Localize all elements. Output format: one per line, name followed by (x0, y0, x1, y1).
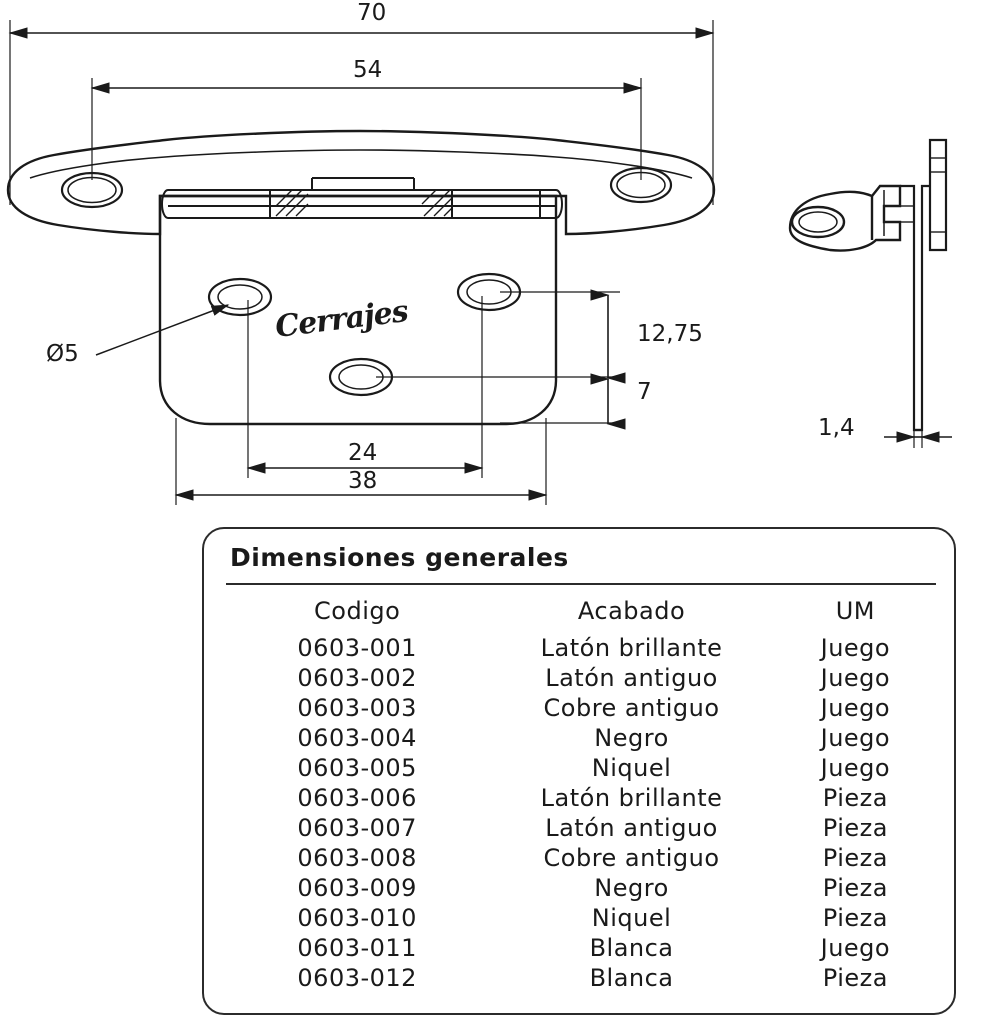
cell-acabado: Latón brillante (540, 784, 723, 812)
dimension-54 (92, 78, 641, 180)
brand-engraving: Cerrajes (273, 294, 410, 345)
dimension-12-75 (376, 292, 620, 378)
side-view-profile (790, 186, 900, 251)
cell-codigo: 0603-001 (297, 634, 417, 662)
column-header-um: UM (835, 597, 875, 625)
section-hatch (276, 190, 452, 216)
cell-codigo: 0603-006 (297, 784, 417, 812)
dimension-label-1-4: 1,4 (818, 415, 855, 441)
cell-acabado: Negro (594, 724, 669, 752)
table-row (220, 873, 942, 903)
dimension-label-7: 7 (637, 379, 652, 405)
table-row (220, 963, 942, 993)
cell-codigo: 0603-010 (297, 904, 417, 932)
column-header-codigo: Codigo (314, 597, 401, 625)
table-row (220, 933, 942, 963)
title-divider (226, 583, 936, 585)
cell-acabado: Negro (594, 874, 669, 902)
table-row (220, 693, 942, 723)
side-view-hinge-pin (930, 140, 946, 250)
cell-um: Juego (820, 694, 891, 722)
dimension-label-70: 70 (357, 0, 387, 26)
cell-codigo: 0603-004 (297, 724, 417, 752)
cell-acabado: Latón antiguo (545, 664, 718, 692)
cell-um: Pieza (822, 814, 888, 842)
cell-codigo: 0603-007 (297, 814, 417, 842)
table-row (220, 813, 942, 843)
column-header-acabado: Acabado (577, 597, 686, 625)
cell-codigo: 0603-005 (297, 754, 417, 782)
leader-hole-diameter (96, 305, 228, 355)
cell-um: Pieza (822, 964, 888, 992)
cell-um: Juego (820, 754, 891, 782)
dimensions-table (220, 593, 942, 993)
cell-um: Pieza (822, 784, 888, 812)
plate-hole-left (209, 279, 271, 315)
table-header-row (220, 593, 942, 633)
cell-codigo: 0603-003 (297, 694, 417, 722)
cell-um: Juego (820, 934, 891, 962)
table-row (220, 663, 942, 693)
dimension-label-12-75: 12,75 (637, 321, 703, 347)
cell-um: Juego (820, 724, 891, 752)
table-row (220, 903, 942, 933)
cell-codigo: 0603-012 (297, 964, 417, 992)
table-title: Dimensiones generales (230, 543, 569, 572)
cell-um: Pieza (822, 904, 888, 932)
table-row (220, 843, 942, 873)
table-row (220, 723, 942, 753)
dimension-label-24: 24 (348, 440, 378, 466)
dimension-label-54: 54 (353, 57, 383, 83)
dimension-label-d5: Ø5 (46, 341, 79, 367)
dimension-label-38: 38 (348, 468, 378, 494)
cell-acabado: Latón antiguo (545, 814, 718, 842)
cell-um: Pieza (822, 844, 888, 872)
cell-acabado: Cobre antiguo (543, 844, 720, 872)
table-row (220, 633, 942, 663)
dimension-7 (500, 379, 620, 424)
cell-acabado: Cobre antiguo (543, 694, 720, 722)
dimensions-table-panel (202, 527, 956, 1015)
cell-acabado: Niquel (591, 754, 672, 782)
cell-codigo: 0603-009 (297, 874, 417, 902)
cell-codigo: 0603-002 (297, 664, 417, 692)
dimension-1-4 (884, 424, 952, 448)
table-row (220, 753, 942, 783)
side-view-leaf (900, 186, 930, 430)
cell-um: Juego (820, 664, 891, 692)
cell-acabado: Latón brillante (540, 634, 723, 662)
cell-acabado: Niquel (591, 904, 672, 932)
cell-codigo: 0603-011 (297, 934, 417, 962)
cell-um: Juego (820, 634, 891, 662)
cell-codigo: 0603-008 (297, 844, 417, 872)
hinge-knuckle (162, 178, 562, 218)
table-row (220, 783, 942, 813)
right-pivot-hole (611, 168, 671, 202)
cell-acabado: Blanca (589, 934, 674, 962)
left-pivot-hole (62, 173, 122, 207)
cell-um: Pieza (822, 874, 888, 902)
cell-acabado: Blanca (589, 964, 674, 992)
hinge-strap-inner-line (30, 150, 692, 178)
